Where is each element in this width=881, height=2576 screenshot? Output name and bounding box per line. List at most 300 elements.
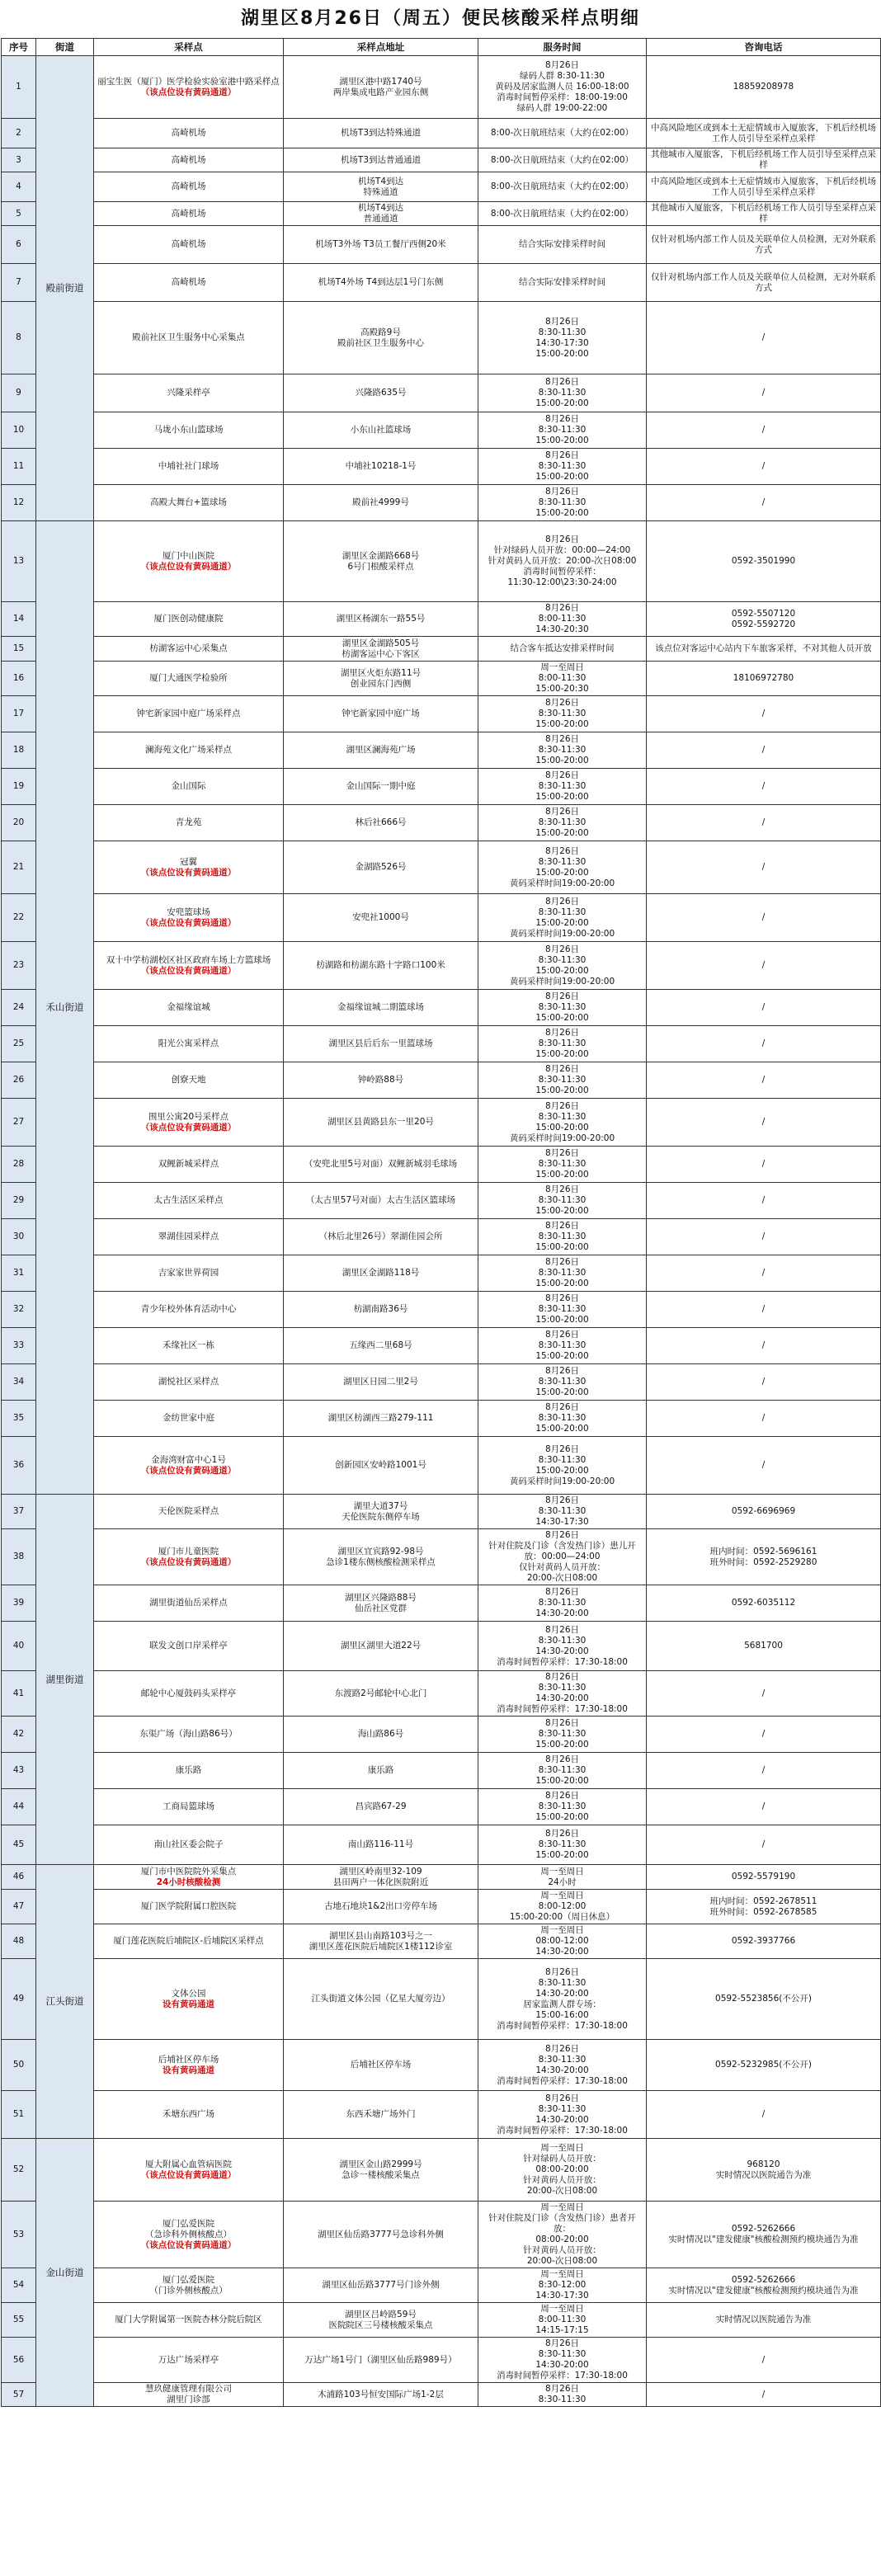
service-time: 8月26日 8:30-11:30 15:00-20:00 bbox=[478, 1292, 647, 1328]
header-cell-no: 序号 bbox=[2, 39, 36, 56]
table-row bbox=[2, 990, 881, 1026]
row-number: 8 bbox=[2, 302, 36, 374]
row-number: 43 bbox=[2, 1753, 36, 1789]
site-name-cell bbox=[94, 2091, 284, 2139]
service-time: 8月26日 8:30-11:30 15:00-20:00 bbox=[478, 1789, 647, 1825]
row-number: 52 bbox=[2, 2139, 36, 2202]
service-time: 8月26日 8:30-11:30 15:00-20:00 bbox=[478, 1183, 647, 1219]
site-address: 兴隆路635号 bbox=[284, 374, 478, 412]
consult-phone: / bbox=[647, 1147, 881, 1183]
site-address: 东渡路2号邮轮中心北门 bbox=[284, 1671, 478, 1717]
site-address: 湖里区日园二里2号 bbox=[284, 1364, 478, 1401]
service-time: 8月26日 8:30-11:30 15:00-20:00 bbox=[478, 1825, 647, 1865]
row-number: 12 bbox=[2, 485, 36, 521]
site-address: （安兜北里5号对面）双鲤新城羽毛球场 bbox=[284, 1147, 478, 1183]
row-number: 1 bbox=[2, 56, 36, 119]
site-address: 中埔社10218-1号 bbox=[284, 449, 478, 485]
street-cell: 禾山街道 bbox=[36, 521, 94, 1495]
row-number: 36 bbox=[2, 1437, 36, 1495]
table-row bbox=[2, 202, 881, 226]
site-name: 厦门医创动健康院 bbox=[153, 614, 224, 624]
site-address: 万达广场1号门（湖里区仙岳路989号） bbox=[284, 2338, 478, 2383]
site-name: 丽宝生医（厦门）医学检验实验室港中路采样点 bbox=[97, 76, 280, 87]
site-address: 康乐路 bbox=[284, 1753, 478, 1789]
service-time: 8月26日 8:30-11:30 15:00-20:00 黄码采样时间19:00-20:00 bbox=[478, 1437, 647, 1495]
row-number: 46 bbox=[2, 1865, 36, 1890]
site-name-cell bbox=[94, 1328, 284, 1364]
site-name-cell bbox=[94, 1099, 284, 1147]
table-row bbox=[2, 226, 881, 264]
row-number: 37 bbox=[2, 1495, 36, 1529]
yellow-code-channel-note: （该点位设有黄码通道） bbox=[140, 917, 237, 928]
table-row bbox=[2, 1255, 881, 1292]
site-name-cell bbox=[94, 412, 284, 449]
site-name-cell bbox=[94, 172, 284, 202]
site-name-cell bbox=[94, 1753, 284, 1789]
yellow-code-channel-note: （该点位设有黄码通道） bbox=[140, 867, 237, 878]
site-name-cell bbox=[94, 1825, 284, 1865]
site-address: 海山路86号 bbox=[284, 1717, 478, 1753]
table-row bbox=[2, 637, 881, 662]
consult-phone: / bbox=[647, 769, 881, 805]
service-time: 8月26日 8:30-11:30 14:30-17:30 bbox=[478, 1495, 647, 1529]
row-number: 6 bbox=[2, 226, 36, 264]
table-row bbox=[2, 942, 881, 990]
site-name-cell bbox=[94, 1671, 284, 1717]
site-name: 湖里街道仙岳采样点 bbox=[149, 1598, 228, 1608]
site-name: 联发文创口岸采样亭 bbox=[149, 1641, 228, 1651]
row-number: 19 bbox=[2, 769, 36, 805]
site-name-cell bbox=[94, 662, 284, 696]
table-row bbox=[2, 1401, 881, 1437]
row-number: 4 bbox=[2, 172, 36, 202]
service-time: 周一至周日 针对住院及门诊（含发热门诊）患者开放： 08:00-20:00 针对黄码人员开放： 20:00-次日08:00 bbox=[478, 2202, 647, 2268]
site-address: 湖里区仙岳路3777号门诊外侧 bbox=[284, 2268, 478, 2303]
site-address: 创新园区安岭路1001号 bbox=[284, 1437, 478, 1495]
table-row bbox=[2, 1026, 881, 1062]
site-name-cell bbox=[94, 202, 284, 226]
site-name-cell bbox=[94, 637, 284, 662]
consult-phone: 0592-6035112 bbox=[647, 1585, 881, 1622]
header-cell-phone: 咨询电话 bbox=[647, 39, 881, 56]
row-number: 51 bbox=[2, 2091, 36, 2139]
site-address: 机场T4到达 普通通道 bbox=[284, 202, 478, 226]
service-time: 8月26日 8:30-11:30 14:30-20:00 消毒时间暂停采样：17:30-18:00 bbox=[478, 2040, 647, 2091]
site-address: 机场T4外场 T4到达层1号门东侧 bbox=[284, 264, 478, 302]
row-number: 48 bbox=[2, 1924, 36, 1959]
site-address: 木浦路103号恒安国际广场1-2层 bbox=[284, 2383, 478, 2407]
service-time: 8月26日 8:30-11:30 15:00-20:00 bbox=[478, 1364, 647, 1401]
site-name-cell bbox=[94, 2139, 284, 2202]
site-name-cell bbox=[94, 2040, 284, 2091]
table-row bbox=[2, 485, 881, 521]
service-time: 8月26日 8:30-11:30 15:00-20:00 bbox=[478, 990, 647, 1026]
yellow-code-channel-note: 设有黄码通道 bbox=[163, 2065, 214, 2075]
site-name-cell bbox=[94, 1865, 284, 1890]
site-name: 高崎机场 bbox=[171, 239, 206, 249]
service-time: 8月26日 8:30-11:30 15:00-20:00 bbox=[478, 732, 647, 769]
service-time: 8月26日 8:30-11:30 15:00-20:00 bbox=[478, 1255, 647, 1292]
site-name-cell bbox=[94, 1255, 284, 1292]
consult-phone: / bbox=[647, 732, 881, 769]
service-time: 8月26日 8:30-11:30 15:00-20:00 bbox=[478, 769, 647, 805]
site-name-cell bbox=[94, 2383, 284, 2407]
row-number: 31 bbox=[2, 1255, 36, 1292]
service-time: 周一至周日 8:00-12:00 15:00-20:00（周日休息） bbox=[478, 1890, 647, 1924]
site-name-cell bbox=[94, 119, 284, 148]
site-name: 文体公园 bbox=[171, 1988, 206, 1999]
service-time: 结合实际安排采样时间 bbox=[478, 264, 647, 302]
row-number: 50 bbox=[2, 2040, 36, 2091]
service-time: 8月26日 8:30-11:30 15:00-20:00 bbox=[478, 696, 647, 732]
yellow-code-channel-note: （该点位设有黄码通道） bbox=[140, 2169, 237, 2180]
site-name: 厦大附属心血管病医院 bbox=[145, 2159, 232, 2169]
consult-phone: 仅针对机场内部工作人员及关联单位人员检测，无对外联系方式 bbox=[647, 226, 881, 264]
consult-phone: 班内时间：0592-2678511 班外时间：0592-2678585 bbox=[647, 1890, 881, 1924]
site-name-cell bbox=[94, 696, 284, 732]
site-name-cell bbox=[94, 1292, 284, 1328]
service-time: 8月26日 8:30-11:30 15:00-20:00 bbox=[478, 374, 647, 412]
service-time: 8月26日 8:30-11:30 14:30-20:00 居家监测人群专场： 15:00-16:00 消毒时间暂停采样：17:30-18:00 bbox=[478, 1959, 647, 2040]
service-time: 8月26日 8:30-11:30 15:00-20:00 bbox=[478, 805, 647, 841]
row-number: 25 bbox=[2, 1026, 36, 1062]
site-name-cell bbox=[94, 2303, 284, 2338]
site-name: 双鲤新城采样点 bbox=[158, 1159, 219, 1169]
site-name: 禾塘东西广场 bbox=[163, 2109, 214, 2119]
consult-phone: 968120 实时情况以医院通告为准 bbox=[647, 2139, 881, 2202]
table-row bbox=[2, 602, 881, 637]
street-cell: 湖里街道 bbox=[36, 1495, 94, 1865]
site-name-cell bbox=[94, 1026, 284, 1062]
service-time: 8:00-次日航班结束（大约在02:00） bbox=[478, 202, 647, 226]
site-address: 安兜社1000号 bbox=[284, 894, 478, 942]
site-address: 湖里区港中路1740号 两岸集成电路产业园东侧 bbox=[284, 56, 478, 119]
table-row bbox=[2, 1183, 881, 1219]
site-name-cell bbox=[94, 1585, 284, 1622]
row-number: 21 bbox=[2, 841, 36, 894]
table-row bbox=[2, 1789, 881, 1825]
sampling-sites-table bbox=[1, 38, 881, 2407]
site-address: 湖里区金湖路668号 6号门根酸采样点 bbox=[284, 521, 478, 602]
row-number: 2 bbox=[2, 119, 36, 148]
row-number: 29 bbox=[2, 1183, 36, 1219]
site-name: 厦门医学院附属口腔医院 bbox=[140, 1901, 237, 1911]
consult-phone: / bbox=[647, 1062, 881, 1099]
site-name: 东渠广场（海山路86号） bbox=[139, 1729, 238, 1739]
site-name-cell bbox=[94, 1890, 284, 1924]
site-name-cell bbox=[94, 449, 284, 485]
site-name: 厦门大通医学检验所 bbox=[149, 673, 228, 683]
service-time: 8月26日 8:30-11:30 15:00-20:00 bbox=[478, 1717, 647, 1753]
table-body bbox=[2, 56, 881, 2407]
table-row bbox=[2, 894, 881, 942]
consult-phone: 其他城市入厦旅客，下机后经机场工作人员引导至采样点采样 bbox=[647, 148, 881, 172]
site-address: 机场T3到达特殊通道 bbox=[284, 119, 478, 148]
service-time: 8月26日 8:30-11:30 15:00-20:00 bbox=[478, 485, 647, 521]
consult-phone: / bbox=[647, 841, 881, 894]
service-time: 周一至周日 08:00-12:00 14:30-20:00 bbox=[478, 1924, 647, 1959]
consult-phone: 0592-3501990 bbox=[647, 521, 881, 602]
site-name: 高崎机场 bbox=[171, 277, 206, 287]
site-name: 金福缘谊城 bbox=[167, 1002, 210, 1012]
table-row bbox=[2, 2303, 881, 2338]
site-name-cell bbox=[94, 2268, 284, 2303]
service-time: 8月26日 绿码人群 8:30-11:30 黄码及居家监测人员 16:00-18:00 消毒时间暂停采样：18:00-19:00 绿码人群 19:00-22:00 bbox=[478, 56, 647, 119]
site-name: 枋湖客运中心采集点 bbox=[149, 643, 228, 653]
site-name: 创寮天地 bbox=[171, 1075, 206, 1085]
table-row bbox=[2, 2338, 881, 2383]
consult-phone: / bbox=[647, 1255, 881, 1292]
yellow-code-channel-note: （该点位设有黄码通道） bbox=[140, 1556, 237, 1567]
table-row bbox=[2, 2383, 881, 2407]
site-address: 湖里区县黄路县东一里20号 bbox=[284, 1099, 478, 1147]
site-name-cell bbox=[94, 1622, 284, 1671]
site-address: 林后社666号 bbox=[284, 805, 478, 841]
site-name-cell bbox=[94, 1219, 284, 1255]
header-cell-address: 采样点地址 bbox=[284, 39, 478, 56]
site-name-cell bbox=[94, 1529, 284, 1585]
consult-phone: / bbox=[647, 1753, 881, 1789]
service-time: 8月26日 8:30-11:30 15:00-20:00 黄码采样时间19:00-20:00 bbox=[478, 841, 647, 894]
consult-phone: / bbox=[647, 1328, 881, 1364]
site-address: 钟宅新家园中庭广场 bbox=[284, 696, 478, 732]
service-time: 8月26日 8:30-11:30 15:00-20:00 黄码采样时间19:00-20:00 bbox=[478, 1099, 647, 1147]
site-name-cell bbox=[94, 1924, 284, 1959]
row-number: 56 bbox=[2, 2338, 36, 2383]
service-time: 8月26日 8:30-11:30 15:00-20:00 bbox=[478, 1026, 647, 1062]
table-row bbox=[2, 2091, 881, 2139]
site-name: 金山国际 bbox=[171, 781, 206, 791]
row-number: 35 bbox=[2, 1401, 36, 1437]
table-header-row bbox=[2, 39, 881, 56]
site-name: 厦门市儿童医院 bbox=[158, 1546, 219, 1556]
service-time: 8月26日 8:30-11:30 15:00-20:00 黄码采样时间19:00-20:00 bbox=[478, 942, 647, 990]
table-row bbox=[2, 1959, 881, 2040]
yellow-code-channel-note: （该点位设有黄码通道） bbox=[140, 1465, 237, 1476]
row-number: 23 bbox=[2, 942, 36, 990]
table-row bbox=[2, 302, 881, 374]
consult-phone: 该点位对客运中心站内下车旅客采样，不对其他人员开放 bbox=[647, 637, 881, 662]
table-row bbox=[2, 1292, 881, 1328]
yellow-code-channel-note: 24小时核酸检测 bbox=[156, 1877, 221, 1887]
site-name: 高崎机场 bbox=[171, 154, 206, 165]
site-name-cell bbox=[94, 805, 284, 841]
site-address: 殿前社4999号 bbox=[284, 485, 478, 521]
site-address: 湖里区宜宾路92-98号 急诊1楼东侧核酸检测采样点 bbox=[284, 1529, 478, 1585]
site-name: 高崎机场 bbox=[171, 181, 206, 191]
row-number: 13 bbox=[2, 521, 36, 602]
consult-phone: / bbox=[647, 1292, 881, 1328]
site-name: 工商局篮球场 bbox=[163, 1801, 214, 1811]
site-name: 金纺世家中庭 bbox=[163, 1413, 214, 1423]
site-address: 机场T4到达 特殊通道 bbox=[284, 172, 478, 202]
site-name-cell bbox=[94, 374, 284, 412]
row-number: 45 bbox=[2, 1825, 36, 1865]
header-cell-site: 采样点 bbox=[94, 39, 284, 56]
table-row bbox=[2, 1825, 881, 1865]
service-time: 8月26日 8:30-11:30 15:00-20:00 bbox=[478, 1219, 647, 1255]
site-name: 安兜篮球场 bbox=[167, 907, 210, 917]
consult-phone: / bbox=[647, 990, 881, 1026]
consult-phone: / bbox=[647, 1437, 881, 1495]
site-address: 机场T3外场 T3员工餐厅西侧20米 bbox=[284, 226, 478, 264]
table-row bbox=[2, 1364, 881, 1401]
service-time: 周一至周日 8:00-11:30 15:00-20:30 bbox=[478, 662, 647, 696]
site-name-cell bbox=[94, 732, 284, 769]
site-name: 湖悦社区采样点 bbox=[158, 1377, 219, 1387]
row-number: 15 bbox=[2, 637, 36, 662]
site-name-cell bbox=[94, 1183, 284, 1219]
table-row bbox=[2, 769, 881, 805]
consult-phone: 其他城市入厦旅客，下机后经机场工作人员引导至采样点采样 bbox=[647, 202, 881, 226]
consult-phone: / bbox=[647, 1219, 881, 1255]
yellow-code-channel-note: （该点位设有黄码通道） bbox=[140, 87, 237, 97]
table-row bbox=[2, 1147, 881, 1183]
table-row bbox=[2, 264, 881, 302]
table-row bbox=[2, 732, 881, 769]
table-row bbox=[2, 412, 881, 449]
row-number: 28 bbox=[2, 1147, 36, 1183]
table-row bbox=[2, 1062, 881, 1099]
site-name-cell bbox=[94, 942, 284, 990]
service-time: 8:00-次日航班结束（大约在02:00） bbox=[478, 148, 647, 172]
row-number: 49 bbox=[2, 1959, 36, 2040]
consult-phone: / bbox=[647, 696, 881, 732]
site-name: 厦门中山医院 bbox=[163, 550, 214, 561]
row-number: 34 bbox=[2, 1364, 36, 1401]
table-row bbox=[2, 805, 881, 841]
site-name: 太古生活区采样点 bbox=[153, 1195, 224, 1205]
table-row bbox=[2, 1437, 881, 1495]
table-row bbox=[2, 2139, 881, 2202]
yellow-code-channel-note: 设有黄码通道 bbox=[163, 1999, 214, 2009]
site-name: 万达广场采样亭 bbox=[158, 2354, 219, 2365]
consult-phone: / bbox=[647, 942, 881, 990]
site-address: 湖里区火炬东路11号 创业园东门西侧 bbox=[284, 662, 478, 696]
site-name: 翠湖佳园采样点 bbox=[158, 1231, 219, 1241]
row-number: 24 bbox=[2, 990, 36, 1026]
consult-phone: / bbox=[647, 302, 881, 374]
site-address: 金山国际一期中庭 bbox=[284, 769, 478, 805]
row-number: 5 bbox=[2, 202, 36, 226]
site-name: 冠翼 bbox=[180, 856, 197, 867]
site-name-cell bbox=[94, 521, 284, 602]
site-name: 澜海苑文化广场采样点 bbox=[145, 745, 232, 755]
consult-phone: / bbox=[647, 374, 881, 412]
row-number: 27 bbox=[2, 1099, 36, 1147]
yellow-code-channel-note: （该点位设有黄码通道） bbox=[140, 1122, 237, 1133]
yellow-code-channel-note: （该点位设有黄码通道） bbox=[140, 561, 237, 572]
site-name: 青龙苑 bbox=[175, 817, 202, 827]
consult-phone: / bbox=[647, 2091, 881, 2139]
service-time: 8:00-次日航班结束（大约在02:00） bbox=[478, 172, 647, 202]
service-time: 8月26日 8:30-11:30 14:30-20:00 消毒时间暂停采样：17:30-18:00 bbox=[478, 1671, 647, 1717]
site-name-cell bbox=[94, 264, 284, 302]
consult-phone: 18859208978 bbox=[647, 56, 881, 119]
consult-phone: 0592-5507120 0592-5592720 bbox=[647, 602, 881, 637]
site-address: 湖里区仙岳路3777号急诊科外侧 bbox=[284, 2202, 478, 2268]
consult-phone: 0592-5262666 实时情况以"建发健康"核酸检测预约模块通告为准 bbox=[647, 2202, 881, 2268]
row-number: 3 bbox=[2, 148, 36, 172]
consult-phone: 0592-5232985(不公开) bbox=[647, 2040, 881, 2091]
table-row bbox=[2, 148, 881, 172]
service-time: 8月26日 8:30-11:30 15:00-20:00 bbox=[478, 1147, 647, 1183]
site-address: 湖里区杨湖东一路55号 bbox=[284, 602, 478, 637]
service-time: 结合客车抵达安排采样时间 bbox=[478, 637, 647, 662]
site-name-cell bbox=[94, 1959, 284, 2040]
site-name: 阳光公寓采样点 bbox=[158, 1038, 219, 1048]
service-time: 8:00-次日航班结束（大约在02:00） bbox=[478, 119, 647, 148]
row-number: 16 bbox=[2, 662, 36, 696]
site-name-cell bbox=[94, 56, 284, 119]
site-address: 枋湖路和枋湖东路十字路口100米 bbox=[284, 942, 478, 990]
site-address: （太古里57号对面）太古生活区篮球场 bbox=[284, 1183, 478, 1219]
row-number: 57 bbox=[2, 2383, 36, 2407]
site-name: 殿前社区卫生服务中心采集点 bbox=[132, 332, 245, 342]
site-name: 禾缘社区一栋 bbox=[163, 1340, 214, 1350]
site-name-cell bbox=[94, 1717, 284, 1753]
consult-phone: 实时情况以医院通告为准 bbox=[647, 2303, 881, 2338]
site-address: 湖里区金湖路118号 bbox=[284, 1255, 478, 1292]
consult-phone: / bbox=[647, 2338, 881, 2383]
site-address: 后埔社区停车场 bbox=[284, 2040, 478, 2091]
site-name-cell bbox=[94, 602, 284, 637]
table-row bbox=[2, 1671, 881, 1717]
service-time: 周一至周日 8:00-11:30 14:15-17:15 bbox=[478, 2303, 647, 2338]
header-cell-street: 街道 bbox=[36, 39, 94, 56]
site-name-cell bbox=[94, 1401, 284, 1437]
row-number: 30 bbox=[2, 1219, 36, 1255]
site-address: 东西禾塘广场外门 bbox=[284, 2091, 478, 2139]
table-row bbox=[2, 1495, 881, 1529]
service-time: 周一至周日 针对绿码人员开放： 08:00-20:00 针对黄码人员开放： 20:00-次日08:00 bbox=[478, 2139, 647, 2202]
table-row bbox=[2, 449, 881, 485]
table-row bbox=[2, 172, 881, 202]
site-address: 湖里区金湖路505号 枋湖客运中心下客区 bbox=[284, 637, 478, 662]
site-address: 小东山社篮球场 bbox=[284, 412, 478, 449]
row-number: 55 bbox=[2, 2303, 36, 2338]
site-name-cell bbox=[94, 1789, 284, 1825]
row-number: 10 bbox=[2, 412, 36, 449]
site-name: 马垅小东山篮球场 bbox=[153, 425, 224, 435]
site-address: 湖里区县后后东一里篮球场 bbox=[284, 1026, 478, 1062]
site-name: 厦门市中医院院外采集点 bbox=[140, 1866, 237, 1877]
service-time: 8月26日 8:30-11:30 14:30-20:00 消毒时间暂停采样：17:30-18:00 bbox=[478, 2091, 647, 2139]
table-row bbox=[2, 1622, 881, 1671]
street-cell: 江头街道 bbox=[36, 1865, 94, 2139]
service-time: 8月26日 8:30-11:30 15:00-20:00 bbox=[478, 449, 647, 485]
row-number: 44 bbox=[2, 1789, 36, 1825]
site-address: 枋湖南路36号 bbox=[284, 1292, 478, 1328]
site-name: 邮轮中心厦鼓码头采样亭 bbox=[140, 1688, 237, 1698]
consult-phone: / bbox=[647, 894, 881, 942]
site-name-cell bbox=[94, 302, 284, 374]
site-address: 昌宾路67-29 bbox=[284, 1789, 478, 1825]
row-number: 38 bbox=[2, 1529, 36, 1585]
site-name-cell bbox=[94, 1147, 284, 1183]
site-address: 金湖路526号 bbox=[284, 841, 478, 894]
site-name: 高崎机场 bbox=[171, 208, 206, 219]
site-name: 中埔社社门球场 bbox=[158, 461, 219, 471]
table-row bbox=[2, 1924, 881, 1959]
table-row bbox=[2, 119, 881, 148]
service-time: 8月26日 针对住院及门诊（含发热门诊）患儿开放：00:00—24:00 仅针对黄码人员开放： 20:00-次日08:00 bbox=[478, 1529, 647, 1585]
service-time: 8月26日 8:30-11:30 14:30-17:30 15:00-20:00 bbox=[478, 302, 647, 374]
table-row bbox=[2, 1717, 881, 1753]
site-name: 天伦医院采样点 bbox=[158, 1506, 219, 1516]
site-name: 钟宅新家园中庭广场采样点 bbox=[136, 709, 241, 718]
table-row bbox=[2, 1099, 881, 1147]
